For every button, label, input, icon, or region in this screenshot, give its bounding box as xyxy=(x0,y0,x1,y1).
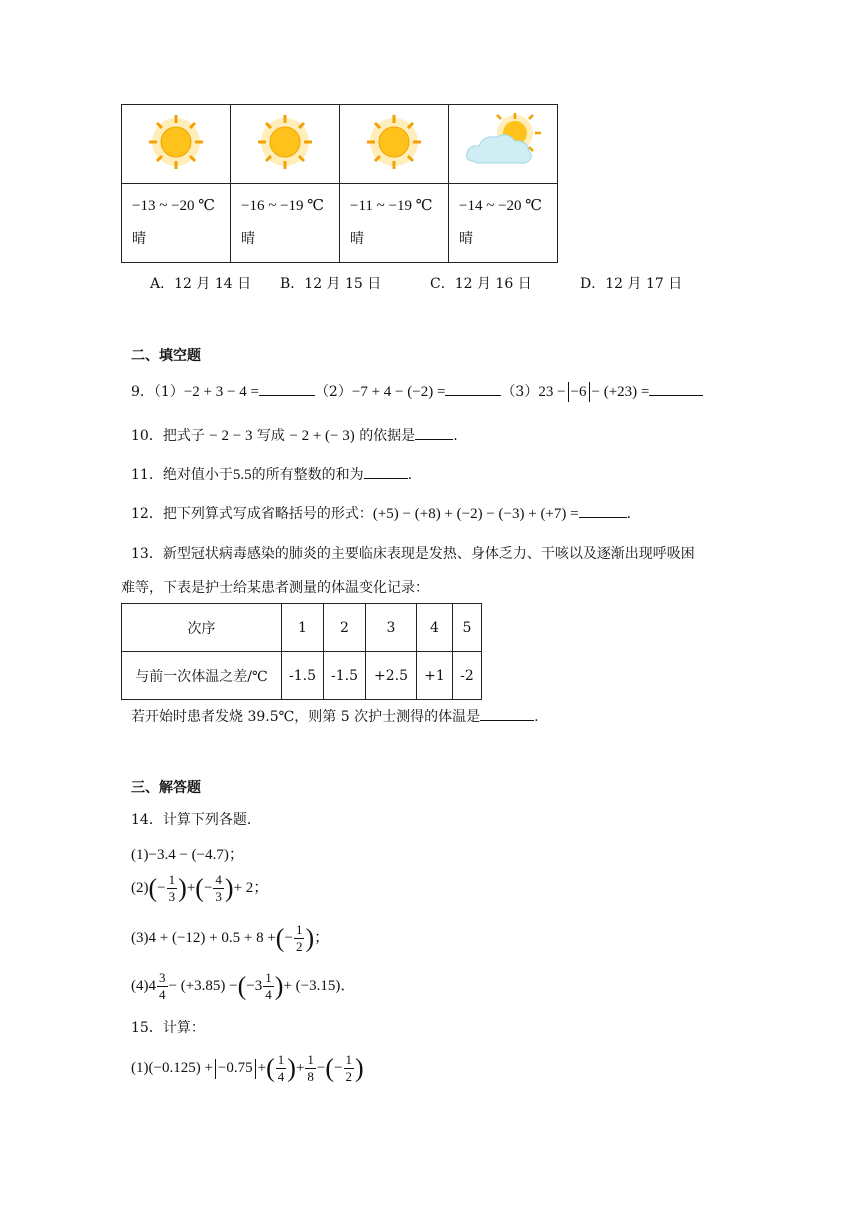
table-cell: -1.5 xyxy=(324,652,366,700)
temperature-range: −11 ~ −19 ℃ xyxy=(350,198,433,214)
question-text: 12．把下列算式写成省略括号的形式： xyxy=(131,506,373,522)
expression: + (−3.15)． xyxy=(283,977,356,994)
answer-blank[interactable] xyxy=(445,381,501,396)
question-text: . xyxy=(534,709,539,725)
table-cell: -1.5 xyxy=(282,652,324,700)
weather-table xyxy=(121,104,558,263)
expression: −0.75 xyxy=(217,1059,253,1076)
weather-condition: 晴 xyxy=(350,231,364,247)
table-cell: +1 xyxy=(417,652,453,700)
temperature-range: −14 ~ −20 ℃ xyxy=(459,198,543,214)
weather-text-cell xyxy=(449,184,558,263)
section-title-fill-blank: 二、填空题 xyxy=(131,348,201,364)
question-14-title: 14．计算下列各题． xyxy=(131,812,261,828)
option-d[interactable]: D．12 月 17 日 xyxy=(580,276,683,292)
fraction: $\frac{1}{2}$ xyxy=(295,922,303,954)
q14-part2: (2)(− $\frac{1}{3}$ )+(− $\frac{4}{3}$ )+ 2； xyxy=(131,872,269,904)
option-a[interactable]: A．12 月 14 日 xyxy=(150,276,252,292)
table-cell: 1 xyxy=(282,604,324,652)
weather-icon-cell xyxy=(340,105,449,184)
weather-text-cell xyxy=(340,184,449,263)
option-c[interactable]: C．12 月 16 日 xyxy=(430,276,532,292)
section-title-solve: 三、解答题 xyxy=(131,780,201,796)
number: 5.5 xyxy=(232,467,252,483)
part-label: (1) xyxy=(131,1059,149,1076)
fraction: $\frac{1}{4}$ xyxy=(265,970,272,1002)
question-10 xyxy=(131,425,458,445)
expression: (+5) − (+8) + (−2) − (−3) + (+7) = xyxy=(372,506,579,522)
question-15-title: 15．计算： xyxy=(131,1020,205,1036)
fraction: $\frac{1}{2}$ xyxy=(345,1052,353,1084)
expression: − 2 + (− 3) xyxy=(289,428,355,444)
question-number: 9． xyxy=(131,384,154,400)
weather-text-cell xyxy=(122,184,231,263)
option-b[interactable]: B．12 月 15 日 xyxy=(280,276,382,292)
weather-condition: 晴 xyxy=(241,231,255,247)
temperature-range: −13 ~ −20 ℃ xyxy=(132,198,216,214)
answer-blank[interactable] xyxy=(649,381,703,396)
table-cell: 5 xyxy=(453,604,482,652)
table-cell: 次序 xyxy=(122,604,282,652)
table-cell: +2.5 xyxy=(366,652,417,700)
fraction: $\frac{1}{8}$ xyxy=(307,1052,314,1084)
sun-icon xyxy=(147,113,205,171)
expression: −7 + 4 − (−2) = xyxy=(351,384,446,400)
question-13-line1: 13．新型冠状病毒感染的肺炎的主要临床表现是发热、身体乏力、干咳以及逐渐出现呼吸困 xyxy=(131,546,695,562)
answer-blank[interactable] xyxy=(415,425,453,440)
temperature-range: −16 ~ −19 ℃ xyxy=(241,198,325,214)
question-text: 10．把式子 xyxy=(131,428,205,444)
question-text: 的依据是 xyxy=(359,428,416,444)
weather-condition: 晴 xyxy=(132,231,146,247)
fraction: $\frac{1}{3}$ xyxy=(168,872,176,904)
answer-blank[interactable] xyxy=(259,381,315,396)
expression: −3.4 − (−4.7)； xyxy=(148,847,244,863)
temperature-table xyxy=(121,603,482,700)
weather-icon-cell xyxy=(122,105,231,184)
expression: −2 + 3 − 4 = xyxy=(183,384,259,400)
table-cell: -2 xyxy=(453,652,482,700)
expression: 23 − xyxy=(538,384,566,400)
part-label: （3） xyxy=(501,384,539,400)
q14-part4: (4)4 $\frac{3}{4}$ − (+3.85) −(−3 $\frac{1}{4}$ )+ (−3.15)． xyxy=(131,970,356,1002)
expression: − 2 − 3 xyxy=(209,428,253,444)
question-text: 若开始时患者发烧 39.5℃，则第 5 次护士测得的体温是 xyxy=(131,709,481,725)
q14-part3: (3)4 + (−12) + 0.5 + 8 +(− $\frac{1}{2}$ )； xyxy=(131,922,330,954)
fraction: $\frac{4}{3}$ xyxy=(215,872,222,904)
q15-part1: (1)(−0.125) + −0.75 +( $\frac{1}{4}$ )+ $\frac{1}{8}$ −(− $\frac{1}{2}$ ) xyxy=(131,1052,364,1084)
table-cell: 与前一次体温之差/℃ xyxy=(122,652,282,700)
table-row xyxy=(122,604,482,652)
fraction: $\frac{3}{4}$ xyxy=(159,970,166,1002)
table-cell: 2 xyxy=(324,604,366,652)
weather-icon-cell xyxy=(231,105,340,184)
part-label: (1) xyxy=(131,847,149,863)
question-text: . xyxy=(453,428,458,444)
question-text: . xyxy=(626,506,632,522)
abs-bar xyxy=(215,1059,216,1079)
part-label: (4) xyxy=(131,977,149,994)
answer-blank[interactable] xyxy=(579,503,627,518)
q14-part1 xyxy=(131,843,244,864)
part-label: (3) xyxy=(131,929,149,946)
partly-cloudy-icon xyxy=(463,113,543,171)
weather-condition: 晴 xyxy=(459,231,473,247)
question-text: 写成 xyxy=(256,428,285,444)
answer-blank[interactable] xyxy=(364,464,408,479)
part-label: (2) xyxy=(131,879,149,896)
abs-bar xyxy=(589,382,590,402)
part-label: （2） xyxy=(314,384,352,400)
expression: 4 + (−12) + 0.5 + 8 + xyxy=(148,929,276,946)
table-cell: 4 xyxy=(417,604,453,652)
expression: + 2； xyxy=(233,879,269,896)
part-label: （1） xyxy=(153,384,184,400)
abs-bar xyxy=(568,382,569,402)
abs-bar xyxy=(255,1059,256,1079)
question-11 xyxy=(131,464,412,484)
answer-blank[interactable] xyxy=(480,706,534,721)
expression: + xyxy=(257,1059,267,1076)
question-13-followup xyxy=(131,706,539,726)
weather-text-cell xyxy=(231,184,340,263)
question-9 xyxy=(131,381,703,402)
weather-icon-cell xyxy=(449,105,558,184)
expression: − (+3.85) − xyxy=(168,977,238,994)
question-text: . xyxy=(407,467,413,483)
table-cell: 3 xyxy=(366,604,417,652)
table-row xyxy=(122,652,482,700)
question-12 xyxy=(131,503,631,523)
question-text: 11．绝对值小于 xyxy=(131,467,233,483)
fraction: $\frac{1}{4}$ xyxy=(277,1052,285,1084)
expression: − (+23) = xyxy=(591,384,650,400)
question-text: 的所有整数的和为 xyxy=(251,467,364,483)
sun-icon xyxy=(256,113,314,171)
question-13-line2: 难等，下表是护士给某患者测量的体温变化记录： xyxy=(121,580,429,596)
sun-icon xyxy=(365,113,423,171)
expression: (−0.125) + xyxy=(148,1059,213,1076)
expression: −6 xyxy=(570,384,587,400)
